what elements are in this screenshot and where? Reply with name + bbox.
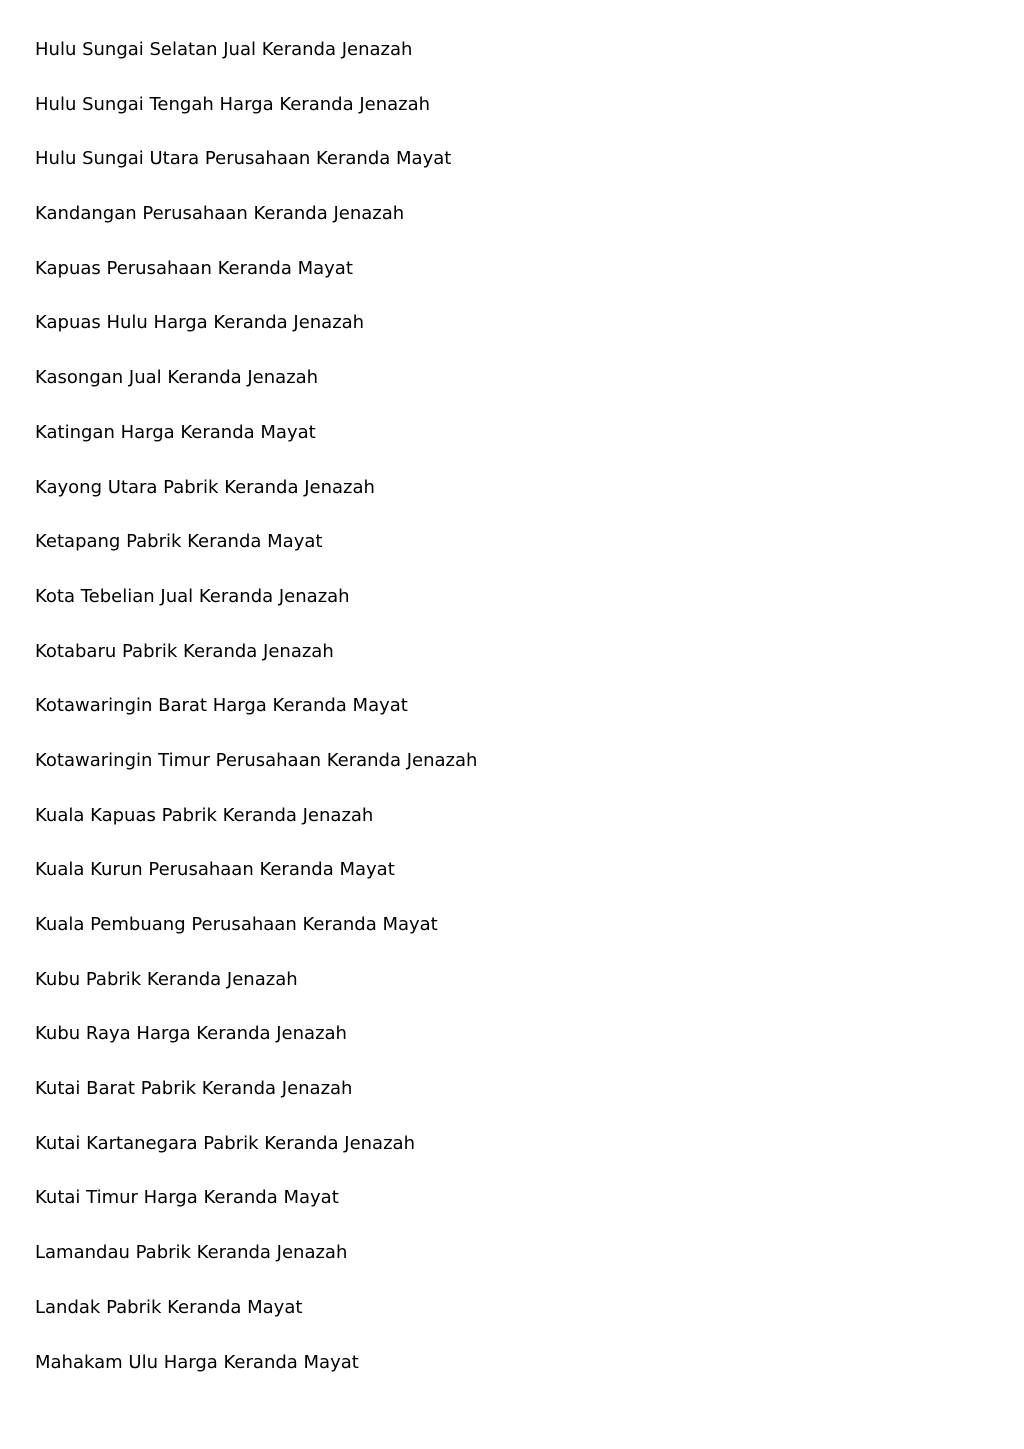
- list-link[interactable]: Kutai Barat Pabrik Keranda Jenazah: [35, 1078, 353, 1100]
- list-item: [35, 638, 984, 693]
- list-item: [35, 1075, 984, 1130]
- list-link[interactable]: Kuala Kapuas Pabrik Keranda Jenazah: [35, 804, 374, 826]
- list-link[interactable]: Kotabaru Pabrik Keranda Jenazah: [35, 640, 334, 662]
- list-link[interactable]: Kutai Kartanegara Pabrik Keranda Jenazah: [35, 1132, 415, 1154]
- list-item: [35, 856, 984, 911]
- list-link[interactable]: Hulu Sungai Selatan Jual Keranda Jenazah: [35, 39, 413, 60]
- list-item: [35, 966, 984, 1021]
- list-link[interactable]: Lamandau Pabrik Keranda Jenazah: [35, 1242, 348, 1264]
- list-link[interactable]: Kapuas Hulu Harga Keranda Jenazah: [35, 312, 365, 334]
- list-item: [35, 255, 984, 310]
- list-item: [35, 200, 984, 255]
- document-page: [35, 36, 984, 1403]
- list-item: [35, 692, 984, 747]
- list-item: [35, 91, 984, 146]
- list-link[interactable]: Kubu Pabrik Keranda Jenazah: [35, 968, 298, 990]
- list-link[interactable]: Ketapang Pabrik Keranda Mayat: [35, 531, 323, 553]
- list-link[interactable]: Kubu Raya Harga Keranda Jenazah: [35, 1023, 347, 1045]
- list-item: [35, 1294, 984, 1349]
- list-item: [35, 309, 984, 364]
- list-link[interactable]: Kasongan Jual Keranda Jenazah: [35, 367, 319, 389]
- list-item: [35, 747, 984, 802]
- list-item: [35, 364, 984, 419]
- list-link[interactable]: Kuala Kurun Perusahaan Keranda Mayat: [35, 859, 395, 881]
- list-item: [35, 1239, 984, 1294]
- list-item: [35, 1130, 984, 1185]
- list-link[interactable]: Hulu Sungai Utara Perusahaan Keranda Mayat: [35, 148, 452, 170]
- list-link[interactable]: Kota Tebelian Jual Keranda Jenazah: [35, 585, 350, 607]
- list-link[interactable]: Hulu Sungai Tengah Harga Keranda Jenazah: [35, 93, 431, 115]
- list-item: [35, 1184, 984, 1239]
- list-link[interactable]: Kotawaringin Barat Harga Keranda Mayat: [35, 695, 408, 717]
- list-link[interactable]: Kapuas Perusahaan Keranda Mayat: [35, 257, 353, 279]
- list-link[interactable]: Kayong Utara Pabrik Keranda Jenazah: [35, 476, 375, 498]
- list-item: [35, 911, 984, 966]
- list-link[interactable]: Landak Pabrik Keranda Mayat: [35, 1296, 303, 1318]
- list-item: [35, 528, 984, 583]
- list-link[interactable]: Mahakam Ulu Harga Keranda Mayat: [35, 1351, 359, 1373]
- link-list: [35, 36, 984, 1403]
- list-item: [35, 474, 984, 529]
- list-link[interactable]: Katingan Harga Keranda Mayat: [35, 421, 316, 443]
- list-item: [35, 36, 984, 91]
- list-item: [35, 145, 984, 200]
- list-link[interactable]: Kandangan Perusahaan Keranda Jenazah: [35, 203, 405, 225]
- list-item: [35, 1349, 984, 1404]
- list-item: [35, 1020, 984, 1075]
- list-link[interactable]: Kotawaringin Timur Perusahaan Keranda Jenazah: [35, 749, 478, 771]
- list-item: [35, 419, 984, 474]
- list-link[interactable]: Kutai Timur Harga Keranda Mayat: [35, 1187, 339, 1209]
- list-item: [35, 802, 984, 857]
- list-item: [35, 583, 984, 638]
- list-link[interactable]: Kuala Pembuang Perusahaan Keranda Mayat: [35, 914, 438, 935]
